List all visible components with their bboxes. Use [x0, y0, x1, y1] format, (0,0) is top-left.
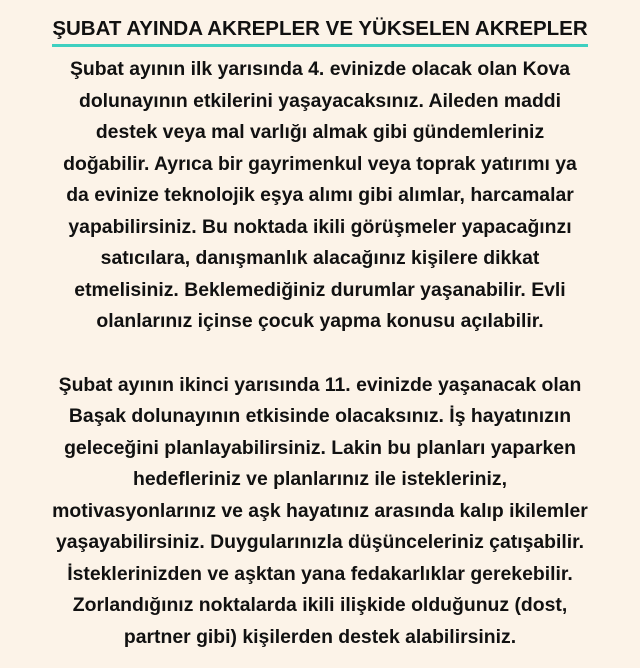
paragraph-line: etmelisiniz. Beklemediğiniz durumlar yaşanabilir. Evli [74, 278, 566, 301]
paragraph-line: destek veya mal varlığı almak gibi gündemleriniz [95, 121, 545, 143]
paragraph-line: geleceğini planlayabilirsiniz. Lakin bu planları yaparken [64, 436, 576, 459]
paragraph-spacer [0, 338, 640, 370]
paragraph-line: Başak dolunayının etkisinde olacaksınız. İş hayatınızın [68, 405, 572, 427]
paragraph-line: dolunayının etkilerini yaşayacaksınız. Aileden maddi [78, 89, 562, 112]
paragraph-first-half [6, 54, 634, 338]
article-title: ŞUBAT AYINDA AKREPLER VE YÜKSELEN AKREPLER [52, 16, 587, 47]
paragraph-line: olanlarınız içinse çocuk yapma konusu açılabilir. [96, 310, 544, 332]
paragraph-line: doğabilir. Ayrıca bir gayrimenkul veya toprak yatırımı ya [63, 152, 577, 175]
paragraph-line: Zorlandığınız noktalarda ikili ilişkide olduğunuz (dost, [72, 594, 568, 616]
paragraph-line: da evinize teknolojik eşya alımı gibi alımlar, harcamalar [66, 184, 574, 206]
paragraph-line: partner gibi) kişilerden destek alabilirsiniz. [123, 625, 517, 648]
paragraph-second-half [6, 370, 634, 654]
paragraph-line: motivasyonlarınız ve aşk hayatınız arasında kalıp ikilemler [52, 499, 588, 522]
paragraph-line: Şubat ayının ilk yarısında 4. evinizde olacak olan Kova [69, 58, 571, 80]
paragraph-line: hedefleriniz ve planlarınız ile istekleriniz, [133, 468, 507, 490]
paragraph-line: satıcılara, danışmanlık alacağınız kişilere dikkat [100, 247, 540, 269]
paragraph-line: yapabilirsiniz. Bu noktada ikili görüşmeler yapacağınzı [68, 215, 572, 238]
title-container [0, 16, 640, 54]
paragraph-line: Şubat ayının ikinci yarısında 11. evinizde yaşanacak olan [58, 373, 582, 396]
paragraph-line: İsteklerinizden ve aşktan yana fedakarlıklar gerekebilir. [67, 562, 573, 585]
paragraph-line: yaşayabilirsiniz. Duygularınızla düşünceleriniz çatışabilir. [55, 531, 585, 553]
